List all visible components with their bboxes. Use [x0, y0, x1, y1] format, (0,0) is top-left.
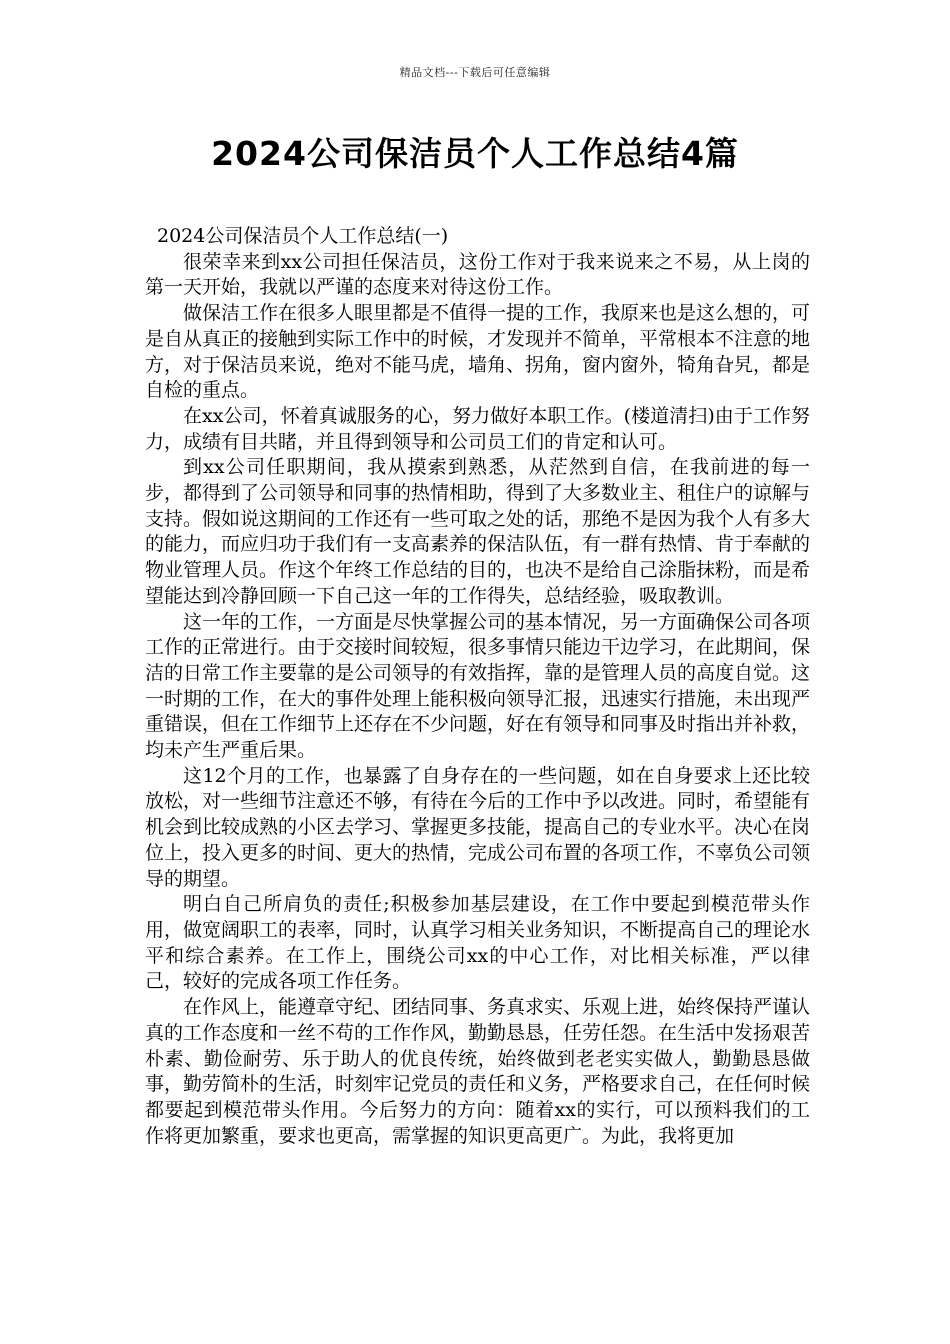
- paragraph: 明白自己所肩负的责任;积极参加基层建设，在工作中要起到模范带头作用，做宽阔职工的表率，同时，认真学习相关业务知识，不断提高自己的理论水平和综合素养。在工作上，围绕公司xx的中心工作，对比相关标准，严以律己，较好的完成各项工作任务。: [145, 893, 811, 993]
- paragraph: 很荣幸来到xx公司担任保洁员，这份工作对于我来说来之不易，从上岗的第一天开始，我就以严谨的态度来对待这份工作。: [145, 250, 810, 299]
- document-title: 2024公司保洁员个人工作总结4篇: [211, 134, 739, 173]
- paragraph: 这一年的工作，一方面是尽快掌握公司的基本情况，另一方面确保公司各项工作的正常进行。由于交接时间较短，很多事情只能边干边学习，在此期间，保洁的日常工作主要靠的是公司领导的有效指挥，靠的是管理人员的高度自觉。这一时期的工作，在大的事件处理上能积极向领导汇报，迅速实行措施，未出现严重错误，但在工作细节上还存在不少问题，好在有领导和同事及时指出并补救，均未产生严重后果。: [145, 610, 811, 762]
- paragraph: 到xx公司任职期间，我从摸索到熟悉，从茫然到自信，在我前进的每一步，都得到了公司领导和同事的热情相助，得到了大多数业主、租住户的谅解与支持。假如说这期间的工作还有一些可取之处的话，那绝不是因为我个人有多大的能力，而应归功于我们有一支高素养的保洁队伍，有一群有热情、肯于奉献的物业管理人员。作这个年终工作总结的目的，也决不是给自己涂脂抹粉，而是希望能达到冷静回顾一下自己这一年的工作得失，总结经验，吸取教训。: [145, 456, 811, 607]
- header-note: 精品文档---下载后可任意编辑: [399, 66, 551, 79]
- paragraph: 在作风上，能遵章守纪、团结同事、务真求实、乐观上进，始终保持严谨认真的工作态度和一丝不苟的工作作风，勤勤恳恳，任劳任怨。在生活中发扬艰苦朴素、勤俭耐劳、乐于助人的优良传统，始终做到老老实实做人，勤勤恳恳做事，勤劳简朴的生活，时刻牢记党员的责任和义务，严格要求自己，在任何时候都要起到模范带头作用。今后努力的方向：随着xx的实行，可以预料我们的工作将更加繁重，要求也更高，需掌握的知识更高更广。为此，我将更加: [145, 996, 811, 1147]
- section-heading: 2024公司保洁员个人工作总结(一): [157, 225, 449, 247]
- document-body: [145, 224, 810, 1149]
- paragraph: 做保洁工作在很多人眼里都是不值得一提的工作，我原来也是这么想的，可是自从真正的接触到实际工作中的时候，才发现并不简单，平常根本不注意的地方，对于保洁员来说，绝对不能马虎，墙角、拐角，窗内窗外，犄角旮旯，都是自检的重点。: [145, 302, 811, 402]
- paragraph: 在xx公司，怀着真诚服务的心，努力做好本职工作。(楼道清扫)由于工作努力，成绩有目共睹，并且得到领导和公司员工们的肯定和认可。: [145, 404, 810, 453]
- paragraph: 这12个月的工作，也暴露了自身存在的一些问题，如在自身要求上还比较放松，对一些细节注意还不够，有待在今后的工作中予以改进。同时，希望能有机会到比较成熟的小区去学习、掌握更多技能，提高自己的专业水平。决心在岗位上，投入更多的时间、更大的热情，完成公司布置的各项工作，不辜负公司领导的期望。: [145, 764, 811, 890]
